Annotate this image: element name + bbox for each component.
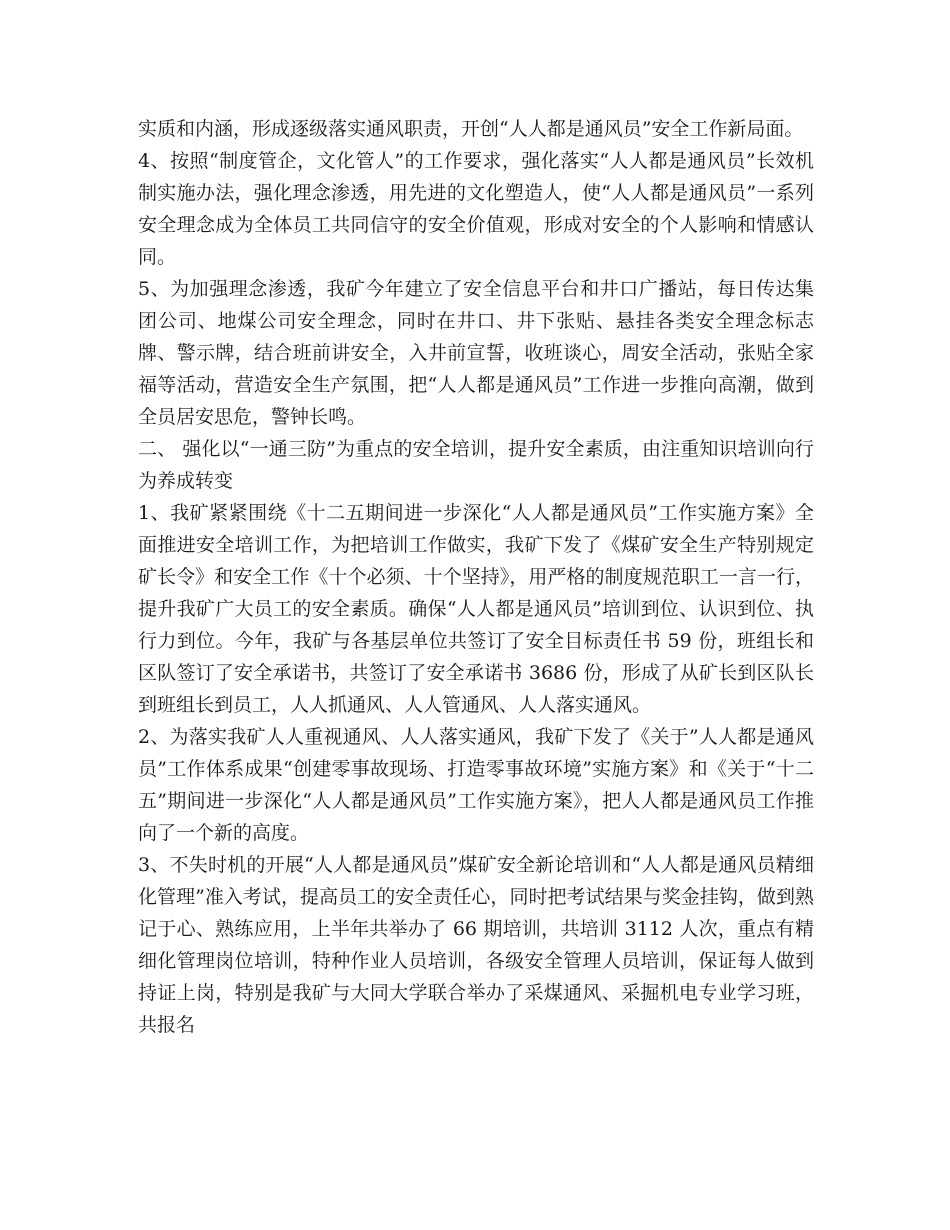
document-body: [138, 113, 814, 1041]
paragraph-item-4: 4、按照“制度管企，文化管人”的工作要求，强化落实“人人都是通风员”长效机制实施办法，强化理念渗透，用先进的文化塑造人，使“人人都是通风员”一系列安全理念成为全体员工共同信守的安全价值观，形成对安全的个人影响和情感认同。: [138, 150, 814, 268]
paragraph-item-2: 2、为落实我矿人人重视通风、人人落实通风，我矿下发了《关于”人人都是通风员”工作体系成果“创建零事故现场、打造零事故环境”实施方案》和《关于“十二五”期间进一步深化“人人都是通风员”工作实施方案》，把人人都是通风员工作推向了一个新的高度。: [138, 726, 814, 844]
paragraph-item-5: 5、为加强理念渗透，我矿今年建立了安全信息平台和井口广播站，每日传达集团公司、地煤公司安全理念，同时在井口、井下张贴、悬挂各类安全理念标志牌、警示牌，结合班前讲安全，入井前宣誓，收班谈心，周安全活动，张贴全家福等活动，营造安全生产氛围，把“人人都是通风员”工作进一步推向高潮，做到全员居安思危，警钟长鸣。: [138, 278, 814, 428]
paragraph-intro-continuation: 实质和内涵，形成逐级落实通风职责，开创“人人都是通风员”安全工作新局面。: [138, 118, 804, 140]
paragraph-item-1: 1、我矿紧紧围绕《十二五期间进一步深化“人人都是通风员”工作实施方案》全面推进安全培训工作，为把培训工作做实，我矿下发了《煤矿安全生产特别规定矿长令》和安全工作《十个必须、十个坚持》，用严格的制度规范职工一言一行，提升我矿广大员工的安全素质。确保“人人都是通风员”培训到位、认识到位、执行力到位。今年，我矿与各基层单位共签订了安全目标责任书 59 份，班组长和区队签订了安全承诺书，共签订了安全承诺书 3686 份，形成了从矿长到区队长到班组长到员工，人人抓通风、人人管通风、人人落实通风。: [138, 502, 814, 716]
section-heading-2: 二、 强化以“一通三防”为重点的安全培训，提升安全素质，由注重知识培训向行为养成转变: [138, 438, 814, 492]
paragraph-item-3: 3、不失时机的开展“人人都是通风员”煤矿安全新论培训和“人人都是通风员精细化管理”准入考试，提高员工的安全责任心，同时把考试结果与奖金挂钩，做到熟记于心、熟练应用，上半年共举办了 66 期培训，共培训 3112 人次，重点有精细化管理岗位培训，特种作业人员培训，各级安全管理人员培训，保证每人做到持证上岗，特别是我矿与大同大学联合举办了采煤通风、采掘机电专业学习班，共报名: [138, 854, 814, 1036]
